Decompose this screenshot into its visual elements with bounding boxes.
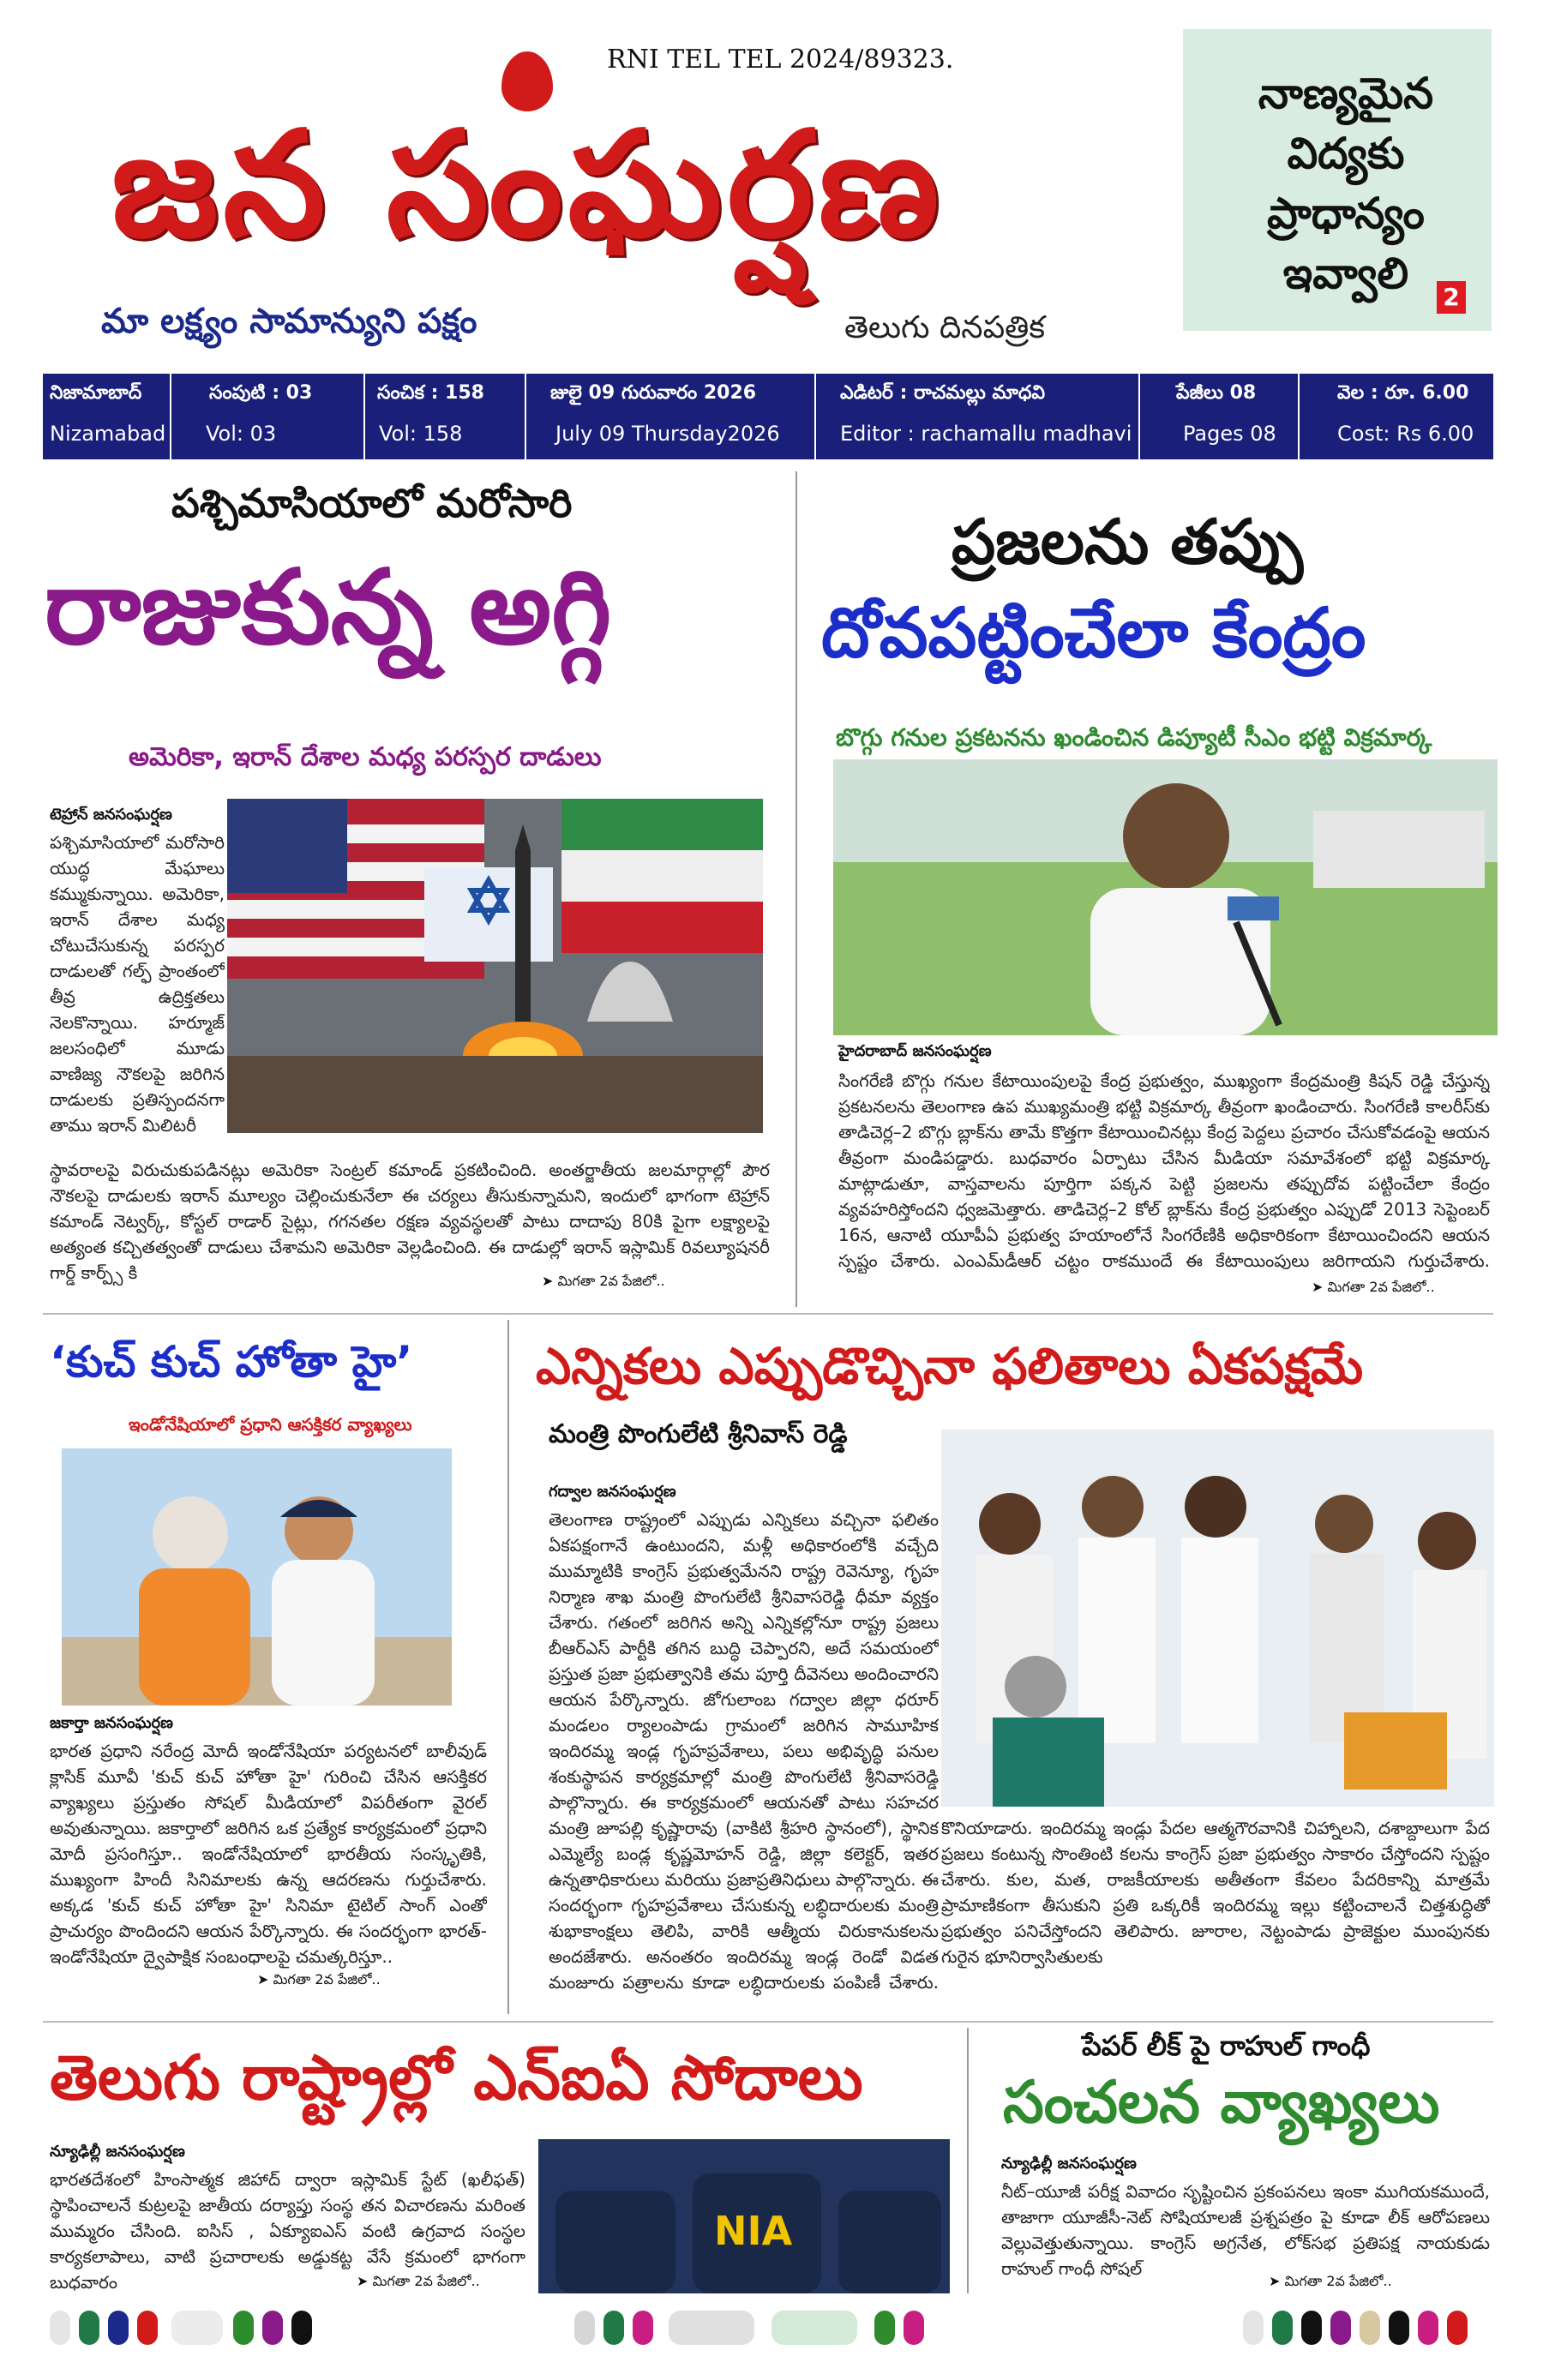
story4-body-text-continued: కొనియాడారు. ఇందిరమ్మ ఇండ్లు పేదల ఆత్మగౌరవానికి చిహ్నాలని, దశాబ్దాలుగా పేద ప్రజలు కంటున్న సొంతింటి కలను కాంగ్రెస్ ప్రజా ప్రభుత్వం సాకారం చేస్తోందని స్పష్టం చేశారు. కుల, మత, రాజకీయాలకు అతీతంగా కేవలం పేదరికాన్ని మాత్రమే ప్రామాణికంగా తీసుకుని ప్రతి ఒక్కరికీ ఇందిరమ్మ ఇల్లు కట్టించాలనే చిత్తశుద్ధితో ప్రభుత్వం పనిచేస్తోందని తెలిపారు. జూరాల, నెట్టంపాడు ప్రాజెక్టుల ముంపునకు గురైన భూనిర్వాసితులకు [941,1818,1490,1967]
color-swatch [904,2311,924,2345]
color-swatch [1389,2311,1409,2345]
story2-continued[interactable]: ➤ మిగతా 2వ పేజిలో.. [1312,1279,1435,1295]
color-swatch [137,2311,158,2345]
editor-telugu: ఎడిటర్ : రాచమల్లు మాధవి [840,382,1046,404]
daily-label: తెలుగు దినపత్రిక [844,310,1046,345]
arrow-right-icon: ➤ [357,2273,373,2289]
section-divider [43,1313,1493,1315]
arrow-right-icon: ➤ [542,1273,558,1289]
column-divider [796,471,797,1307]
story1-dateline: టెహ్రాన్ జనసంఘర్షణ [50,806,172,824]
story6-dateline: న్యూఢిల్లీ జనసంఘర్షణ [1001,2155,1137,2173]
story5-headline[interactable]: తెలుగు రాష్ట్రాల్లో ఎన్ఐఏ సోదాలు [50,2041,863,2113]
info-cost [1300,374,1493,459]
color-swatch [669,2311,754,2345]
story1-body-text: స్థావరాలపై విరుచుకుపడినట్లు అమెరికా సెంట్రల్ కమాండ్ ప్రకటించింది. అంతర్జాతీయ జలమార్గాల్లో పౌర నౌకలపై దాడులకు ఇరాన్ మూల్యం చెల్లించుకునేలా ఈ చర్యలు తీసుకున్నామని, ఇందులో భాగంగా టెహ్రాన్ కమాండ్ నెట్వర్క్, కోస్టల్ రాడార్ సైట్లు, గగనతల రక్షణ వ్యవస్థలతో పాటు దాదాపు 80కి పైగా లక్ష్యాలపై అత్యంత కచ్చితత్వంతో దాడులు చేశామని అమెరికా వెల్లడించింది. ఈ దాడుల్లో ఇరాన్ ఇస్లామిక్ రివల్యూషనరీ గార్డ్ కార్ప్స్ కి [50,1160,770,1283]
editor-english: Editor : rachamallu madhavi [840,422,1132,446]
color-swatch [262,2311,283,2345]
color-swatch [79,2311,99,2345]
story3-photo [62,1448,452,1706]
color-swatch [1272,2311,1293,2345]
story6-headline[interactable]: సంచలన వ్యాఖ్యలు [1003,2069,1440,2137]
color-swatch [574,2311,595,2345]
info-date [526,374,816,459]
story5-body-text: భారతదేశంలో హింసాత్మక జిహాద్ ద్వారా ఇస్లామిక్ స్టేట్ (ఖలీఫత్) స్థాపించాలనే కుట్రలపై జాతీయ దర్యాప్తు సంస్థ తన విచారణను మరింత ముమ్మరం చేసింది. ఐసిస్ , ఏక్యూఐఎస్ వంటి ఉగ్రవాద సంస్థల కార్యకలాపాలు, వాటి ప్రచారాలకు అడ్డుకట్ట వేసే క్రమంలో భాగంగా బుధవారం [50,2169,525,2293]
story2-headline-line2[interactable]: దోవపట్టించేలా కేంద్రం [821,593,1366,673]
story3-continued[interactable]: ➤ మిగతా 2వ పేజిలో.. [257,1971,381,1987]
issue-english: Vol: 158 [379,422,463,446]
story2-photo [833,759,1498,1035]
story4-body-text: తెలంగాణ రాష్ట్రంలో ఎప్పుడు ఎన్నికలు వచ్చినా ఫలితం ఏకపక్షంగానే ఉంటుందని, మళ్లీ అధికారంలోకి వచ్చేది ముమ్మాటికి కాంగ్రెస్ ప్రభుత్వమేనని రాష్ట్ర రెవెన్యూ, గృహ నిర్మాణ శాఖ మంత్రి పొంగులేటి శ్రీనివాసరెడ్డి ధీమా వ్యక్తం చేశారు. గతంలో జరిగిన అన్ని ఎన్నికల్లోనూ రాష్ట్ర ప్రజలు బీఆర్ఎస్ పార్టీకి తగిన బుద్ధి చెప్పారని, అదే సమయంలో ప్రస్తుత ప్రజా ప్రభుత్వానికి తమ పూర్తి దీవెనలు అందించారని ఆయన పేర్కొన్నారు. జోగులాంబ గద్వాల జిల్లా ధరూర్ మండలం ర్యాలంపాడు గ్రామంలో జరిగిన సామూహిక ఇందిరమ్మ ఇండ్ల గృహప్రవేశాలు, పలు అభివృద్ధి పనుల శంకుస్థాపన కార్యక్రమాల్లో మంత్రి పొంగులేటి శ్రీనివాసరెడ్డి పాల్గొన్నారు. ఈ కార్యక్రమంలో ఆయనతో పాటు సహచర మంత్రి జూపల్లి కృష్ణారావు (వాకిటి శ్రీహరి స్థానంలో), స్థానిక ఎమ్మెల్యే బండ్ల కృష్ణమోహన్ రెడ్డి, జిల్లా కలెక్టర్, ఇతర ఉన్నతాధికారులు మరియు ప్రజాప్రతినిధులు పాల్గొన్నారు. ఈ సందర్భంగా గృహప్రవేశాలు చేసుకున్న లబ్ధిదారులకు మంత్రి శుభాకాంక్షలు తెలిపి, వారికి ఆత్మీయ చిరుకానుకలను అందజేశారు. అనంతరం ఇందిరమ్మ ఇండ్ల రెండో విడత మంజూరు పత్రాలను కూడా లబ్ధిదారులకు పంపిణీ చేశారు. [549,1509,939,1993]
volume-telugu: సంపుటి : 03 [209,382,313,404]
story1-kicker: పశ్చిమాసియాలో మరోసారి [171,480,573,526]
slogan: మా లక్ష్యం సామాన్యుని పక్షం [101,302,477,341]
place-telugu: నిజామాబాద్ [50,382,142,404]
story2-body-text: సింగరేణి బొగ్గు గనుల కేటాయింపులపై కేంద్ర ప్రభుత్వం, ముఖ్యంగా కేంద్రమంత్రి కిషన్ రెడ్డి చేస్తున్న ప్రకటనలను తెలంగాణ ఉప ముఖ్యమంత్రి భట్టి విక్రమార్క తీవ్రంగా ఖండించారు. సింగరేణి కాలరీస్‌కు తాడిచెర్ల–2 బొగ్గు బ్లాక్‌ను తామే కొత్తగా కేటాయించినట్లు కేంద్ర పెద్దలు ప్రచారం చేసుకోవడంపై ఆయన తీవ్రంగా మండిపడ్డారు. బుధవారం ఏర్పాటు చేసిన మీడియా సమావేశంలో భట్టి విక్రమార్క మాట్లాడుతూ, వాస్తవాలను పూర్తిగా పక్కన పెట్టి ప్రజలను తప్పుదోవ పట్టించేలా కేంద్రం వ్యవహరిస్తోందని ధ్వజమెత్తారు. తాడిచెర్ల–2 కోల్ బ్లాక్‌ను కేంద్ర ప్రభుత్వం ఎప్పుడో 2013 సెప్టెంబర్ 16న, ఆనాటి యూపీఏ ప్రభుత్వ హయాంలోనే సింగరేణికి అధికారికంగా కేటాయించిందని ఆయన స్పష్టం చేశారు. ఎంఎమ్‌డీఆర్ చట్టం రాకముందే ఈ కేటాయింపులు జరిగాయని గుర్తుచేశారు. [838,1070,1490,1271]
story1-photo [227,799,763,1133]
story2-headline-line1[interactable]: ప్రజలను తప్పు [952,506,1304,578]
color-swatch [108,2311,129,2345]
rni-number: RNI TEL TEL 2024/89323. [607,45,954,75]
color-swatch [603,2311,624,2345]
promo-headline[interactable]: నాణ్యమైన విద్యకు ప్రాధాన్యం ఇవ్వాలి [1258,69,1434,298]
promo-page-badge: 2 [1437,281,1466,314]
story6-body-text: నీట్–యూజీ పరీక్ష వివాదం సృష్టించిన ప్రకంపనలు ఇంకా ముగియకముందే, తాజాగా యూజీసీ-నెట్ సోషియాలజీ ప్రశ్నపత్రం పై కూడా లీక్ ఆరోపణలు వెల్లువెత్తుతున్నాయి. కాంగ్రెస్ అగ్రనేత, లోక్‌సభ ప్రతిపక్ష నాయకుడు రాహుల్ గాంధీ సోషల్ [1001,2181,1490,2279]
story4-headline[interactable]: ఎన్నికలు ఎప్పుడొచ్చినా ఫలితాలు ఏకపక్షమే [536,1337,1364,1395]
story3-headline[interactable]: ‘కుచ్ కుచ్ హోతా హై’ [50,1337,413,1387]
color-swatch [50,2311,70,2345]
nia-jacket-text: NIA [714,2208,793,2254]
arrow-right-icon: ➤ [1312,1279,1328,1295]
info-bar [43,374,1493,459]
story1-subhead: అమెరికా, ఇరాన్ దేశాల మధ్య పరస్పర దాడులు [129,742,602,772]
story5-continued[interactable]: ➤ మిగతా 2వ పేజిలో.. [353,2273,483,2293]
info-issue [365,374,526,459]
story4-dateline: గద్వాల జనసంఘర్షణ [549,1483,676,1501]
story3-dateline: జకార్తా జనసంఘర్షణ [50,1714,174,1732]
story3-body-text: భారత ప్రధాని నరేంద్ర మోదీ ఇండోనేషియా పర్యటనలో బాలీవుడ్ క్లాసిక్ మూవీ 'కుచ్ కుచ్ హోతా హై' గురించి చేసిన ఆసక్తికర వ్యాఖ్యలు ప్రస్తుతం సోషల్ మీడియాలో విపరీతంగా వైరల్ అవుతున్నాయి. జకార్తాలో జరిగిన ఒక ప్రత్యేక కార్యక్రమంలో ప్రధాని మోదీ ప్రసంగిస్తూ.. ఇండోనేషియాలో భారతీయ సంస్కృతికి, ముఖ్యంగా హిందీ సినిమాలకు ఉన్న ఆదరణను గుర్తుచేశారు. అక్కడ 'కుచ్ కుచ్ హోతా హై' సినిమా టైటిల్ సాంగ్ ఎంతో ప్రాచుర్యం పొందిందని ఆయన పేర్కొన్నారు. ఈ సందర్భంగా భారత్-ఇండోనేషియా ద్వైపాక్షిక సంబంధాలపై చమత్కరిస్తూ.. [50,1741,487,1967]
pages-english: Pages 08 [1183,422,1276,446]
info-volume [171,374,365,459]
color-swatch [874,2311,895,2345]
story6-continued[interactable]: ➤ మిగతా 2వ పేజిలో.. [1269,2273,1392,2289]
story5-dateline: న్యూఢిల్లీ జనసంఘర్షణ [50,2143,185,2161]
story1-headline[interactable]: రాజుకున్న అగ్గి [45,549,612,668]
story2-subhead: బొగ్గు గనుల ప్రకటనను ఖండించిన డిప్యూటీ సీఎం భట్టి విక్రమార్క [836,723,1432,752]
section-divider [43,2021,1493,2023]
info-editor [816,374,1140,459]
cost-english: Cost: Rs 6.00 [1337,422,1474,446]
story1-continued[interactable]: ➤ మిగతా 2వ పేజిలో.. [542,1273,665,1289]
color-swatch [1360,2311,1380,2345]
story5-photo [538,2139,950,2293]
volume-english: Vol: 03 [206,422,277,446]
color-swatch [1330,2311,1351,2345]
color-swatch [233,2311,254,2345]
cost-telugu: వెల : రూ. 6.00 [1337,382,1469,404]
story4-photo [941,1430,1494,1807]
color-swatch [772,2311,857,2345]
info-pages [1140,374,1300,459]
story6-kicker: పేపర్ లీక్ పై రాహుల్ గాంధీ [1082,2029,1371,2062]
color-swatch [633,2311,653,2345]
color-swatch [1243,2311,1264,2345]
color-swatch [1418,2311,1438,2345]
color-swatch [1301,2311,1322,2345]
story3-subhead: ఇండోనేషియాలో ప్రధాని ఆసక్తికర వ్యాఖ్యలు [129,1414,412,1435]
pages-telugu: పేజీలు 08 [1176,382,1257,404]
arrow-right-icon: ➤ [1269,2273,1285,2289]
newspaper-title: జన సంఘర్షణ [111,99,945,270]
story2-dateline: హైదరాబాద్ జనసంఘర్షణ [838,1042,992,1060]
date-telugu: జులై 09 గురువారం 2026 [550,382,757,404]
place-english: Nizamabad [50,422,166,446]
story4-byline: మంత్రి పొంగులేటి శ్రీనివాస్ రెడ్డి [549,1419,848,1449]
color-swatch [1447,2311,1468,2345]
color-swatch [291,2311,312,2345]
column-divider [967,2028,969,2293]
info-place [43,374,171,459]
color-swatch [171,2311,223,2345]
arrow-right-icon: ➤ [257,1971,273,1987]
date-english: July 09 Thursday2026 [555,422,780,446]
column-divider [507,1320,509,2014]
issue-telugu: సంచిక : 158 [377,382,484,404]
story1-column-text: పశ్చిమాసియాలో మరోసారి యుద్ధ మేఘాలు కమ్ముకున్నాయి. అమెరికా, ఇరాన్ దేశాల మధ్య చోటుచేసుకున్న పరస్పర దాడులతో గల్ఫ్ ప్రాంతంలో తీవ్ర ఉద్రిక్తతలు నెలకొన్నాయి. హర్మూజ్ జలసంధిలో మూడు వాణిజ్య నౌకలపై జరిగిన దాడులకు ప్రతిస్పందనగా తాము ఇరాన్ మిలిటరీ [50,832,225,1136]
